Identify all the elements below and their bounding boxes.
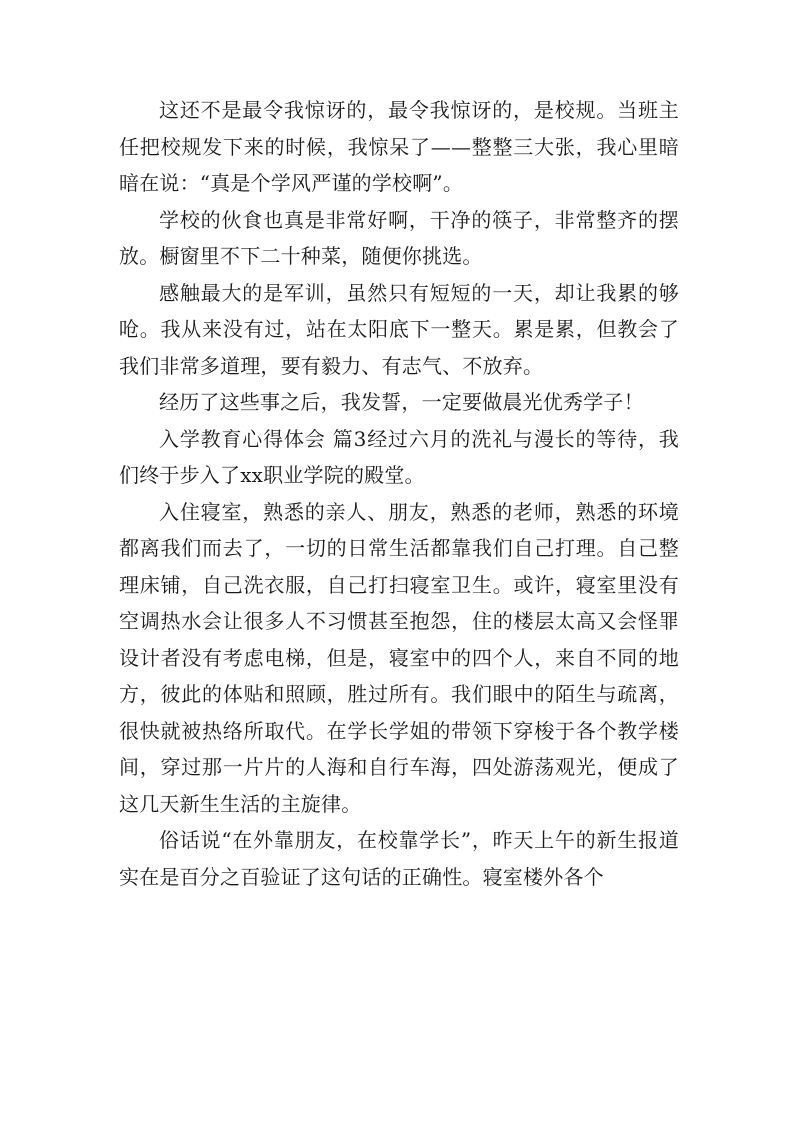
paragraph-essay-3-intro: 入学教育心得体会 篇3经过六月的洗礼与漫长的等待，我们终于步入了xx职业学院的殿堂。 bbox=[119, 426, 679, 487]
paragraph-dormitory: 入住寝室，熟悉的亲人、朋友，熟悉的老师，熟悉的环境都离我们而去了，一切的日常生活都靠我们自己打理。自己整理床铺，自己洗衣服，自己打扫寝室卫生。或许，寝室里没有空调热水会让很多人不习惯甚至抱怨，住的楼层太高又会怪罪设计者没有考虑电梯，但是，寝室中的四个人，来自不同的地方，彼此的体贴和照顾，胜过所有。我们眼中的陌生与疏离，很快就被热络所取代。在学长学姐的带领下穿梭于各个教学楼间，穿过那一片片的人海和自行车海，四处游荡观光，便成了这几天新生生活的主旋律。 bbox=[119, 499, 679, 816]
paragraph-saying: 俗话说“在外靠朋友，在校靠学长”，昨天上午的新生报道实在是百分之百验证了这句话的正确性。寝室楼外各个 bbox=[119, 828, 679, 889]
paragraph-school-rules: 这还不是最令我惊讶的，最令我惊讶的，是校规。当班主任把校规发下来的时候，我惊呆了——整整三大张，我心里暗暗在说：“真是个学风严谨的学校啊”。 bbox=[119, 98, 679, 195]
paragraph-canteen: 学校的伙食也真是非常好啊，干净的筷子，非常整齐的摆放。橱窗里不下二十种菜，随便你挑选。 bbox=[119, 207, 679, 268]
paragraph-vow: 经历了这些事之后，我发誓，一定要做晨光优秀学子！ bbox=[159, 390, 644, 414]
document-body bbox=[119, 92, 679, 895]
paragraph-military-training: 感触最大的是军训，虽然只有短短的一天，却让我累的够呛。我从来没有过，站在太阳底下一整天。累是累，但教会了我们非常多道理，要有毅力、有志气、不放弃。 bbox=[119, 280, 679, 378]
